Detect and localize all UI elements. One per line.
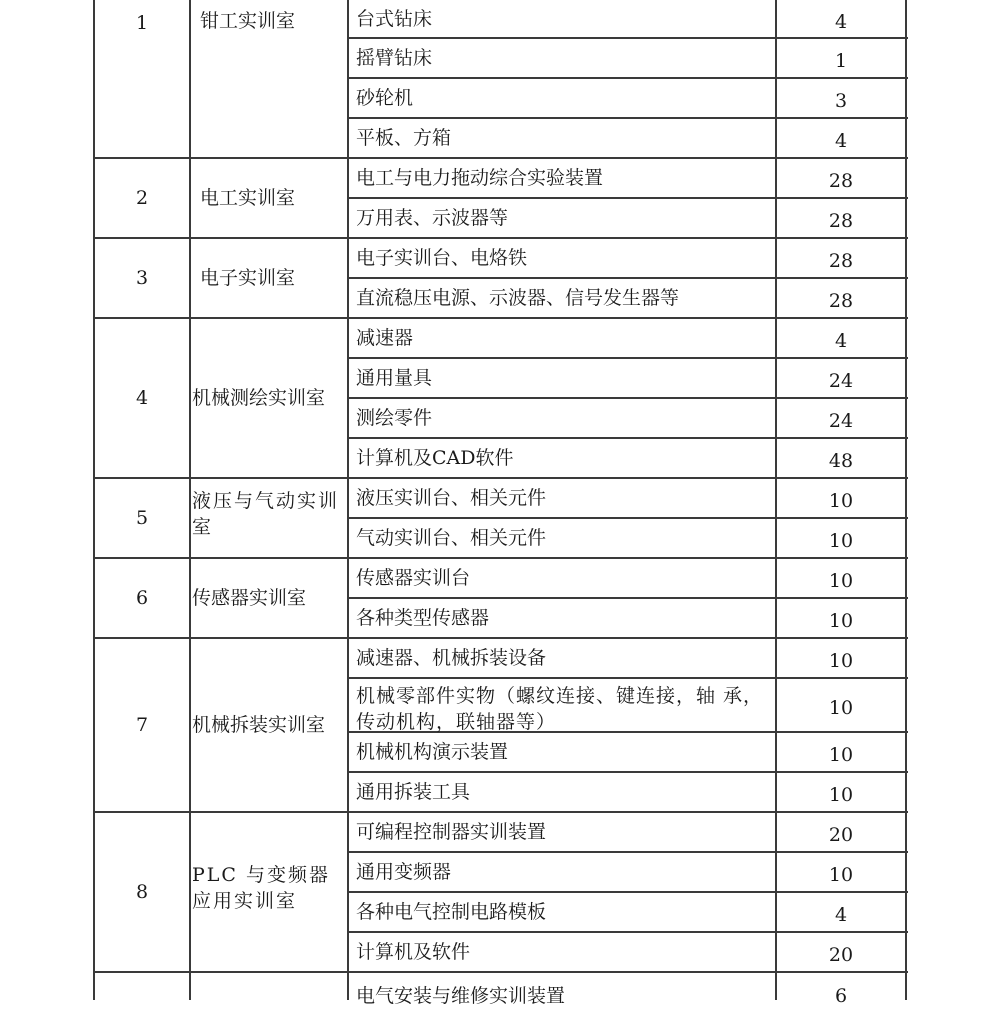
quantity: 10 <box>828 784 854 806</box>
equipment-name: 气动实训台、相关元件 <box>356 527 547 549</box>
equipment-name: 计算机及软件 <box>356 941 471 963</box>
equipment-name: 减速器、机械拆装设备 <box>356 647 547 669</box>
row-number: 7 <box>135 714 149 736</box>
equipment-name-partial: 电气安装与维修实训装置 <box>356 985 566 1007</box>
quantity: 20 <box>828 944 854 966</box>
column-rule <box>347 0 349 1000</box>
equipment-name: 计算机及CAD软件 <box>356 447 514 469</box>
quantity: 10 <box>828 697 854 719</box>
table-rule <box>348 37 908 39</box>
row-number: 8 <box>135 881 149 903</box>
table-rule <box>94 637 908 639</box>
table-rule <box>94 157 908 159</box>
column-rule <box>93 0 95 1000</box>
quantity: 10 <box>828 744 854 766</box>
equipment-name: 传感器实训台 <box>356 567 471 589</box>
table-rule <box>94 557 908 559</box>
lab-name: 电工实训室 <box>200 187 296 209</box>
quantity: 4 <box>834 330 848 352</box>
quantity: 48 <box>828 450 854 472</box>
quantity-partial: 6 <box>834 985 848 1007</box>
table-rule <box>348 677 908 679</box>
equipment-name: 可编程控制器实训装置 <box>356 821 547 843</box>
table-rule <box>348 851 908 853</box>
lab-name: 机械拆装实训室 <box>192 714 326 736</box>
equipment-name: 平板、方箱 <box>356 127 452 149</box>
equipment-name: 各种电气控制电路模板 <box>356 901 547 923</box>
equipment-name: 电工与电力拖动综合实验装置 <box>356 167 604 189</box>
table-rule <box>348 771 908 773</box>
quantity: 24 <box>828 410 854 432</box>
equipment-name: 通用变频器 <box>356 861 452 883</box>
table-rule <box>348 117 908 119</box>
equipment-name: 摇臂钻床 <box>356 47 433 69</box>
equipment-name: 液压实训台、相关元件 <box>356 487 547 509</box>
table-rule <box>348 277 908 279</box>
table-rule <box>94 317 908 319</box>
equipment-name: 机械零部件实物（螺纹连接、键连接，轴 承，传动机构，联轴器等） <box>356 685 764 733</box>
table-rule <box>94 971 908 973</box>
equipment-name: 电子实训台、电烙铁 <box>356 247 528 269</box>
table-rule <box>94 237 908 239</box>
lab-name: 钳工实训室 <box>200 10 296 32</box>
table-rule <box>348 517 908 519</box>
equipment-name: 减速器 <box>356 327 414 349</box>
quantity: 4 <box>834 11 848 33</box>
equipment-name: 测绘零件 <box>356 407 433 429</box>
row-number: 3 <box>135 267 149 289</box>
table-rule <box>348 357 908 359</box>
equipment-name: 通用量具 <box>356 367 433 389</box>
equipment-name: 各种类型传感器 <box>356 607 490 629</box>
quantity: 20 <box>828 824 854 846</box>
row-number: 4 <box>135 387 149 409</box>
table-rule <box>348 77 908 79</box>
table-rule <box>348 437 908 439</box>
column-rule <box>189 0 191 1000</box>
equipment-name: 通用拆装工具 <box>356 781 471 803</box>
quantity: 10 <box>828 610 854 632</box>
equipment-name: 万用表、示波器等 <box>356 207 509 229</box>
table-rule <box>348 891 908 893</box>
equipment-name: 砂轮机 <box>356 87 414 109</box>
quantity: 10 <box>828 864 854 886</box>
lab-name: 机械测绘实训室 <box>192 387 326 409</box>
quantity: 3 <box>834 90 848 112</box>
table-rule <box>94 811 908 813</box>
table-rule <box>348 197 908 199</box>
lab-name: 电子实训室 <box>200 267 296 289</box>
equipment-name: 台式钻床 <box>356 8 433 30</box>
quantity: 24 <box>828 370 854 392</box>
quantity: 10 <box>828 650 854 672</box>
quantity: 28 <box>828 250 854 272</box>
quantity: 10 <box>828 490 854 512</box>
quantity: 28 <box>828 290 854 312</box>
table-rule <box>348 597 908 599</box>
quantity: 10 <box>828 530 854 552</box>
row-number: 2 <box>135 187 149 209</box>
table-rule <box>348 397 908 399</box>
quantity: 28 <box>828 170 854 192</box>
row-number: 6 <box>135 587 149 609</box>
equipment-name: 直流稳压电源、示波器、信号发生器等 <box>356 287 680 309</box>
quantity: 1 <box>834 50 848 72</box>
quantity: 4 <box>834 904 848 926</box>
lab-name: 液压与气动实训室 <box>192 490 340 538</box>
equipment-name: 机械机构演示装置 <box>356 741 509 763</box>
lab-name: 传感器实训室 <box>192 587 307 609</box>
row-number: 5 <box>135 507 149 529</box>
row-number: 1 <box>135 12 149 34</box>
table-rule <box>94 477 908 479</box>
quantity: 10 <box>828 570 854 592</box>
table-rule <box>348 931 908 933</box>
lab-name: PLC 与变频器应用实训室 <box>192 864 330 912</box>
quantity: 28 <box>828 210 854 232</box>
quantity: 4 <box>834 130 848 152</box>
